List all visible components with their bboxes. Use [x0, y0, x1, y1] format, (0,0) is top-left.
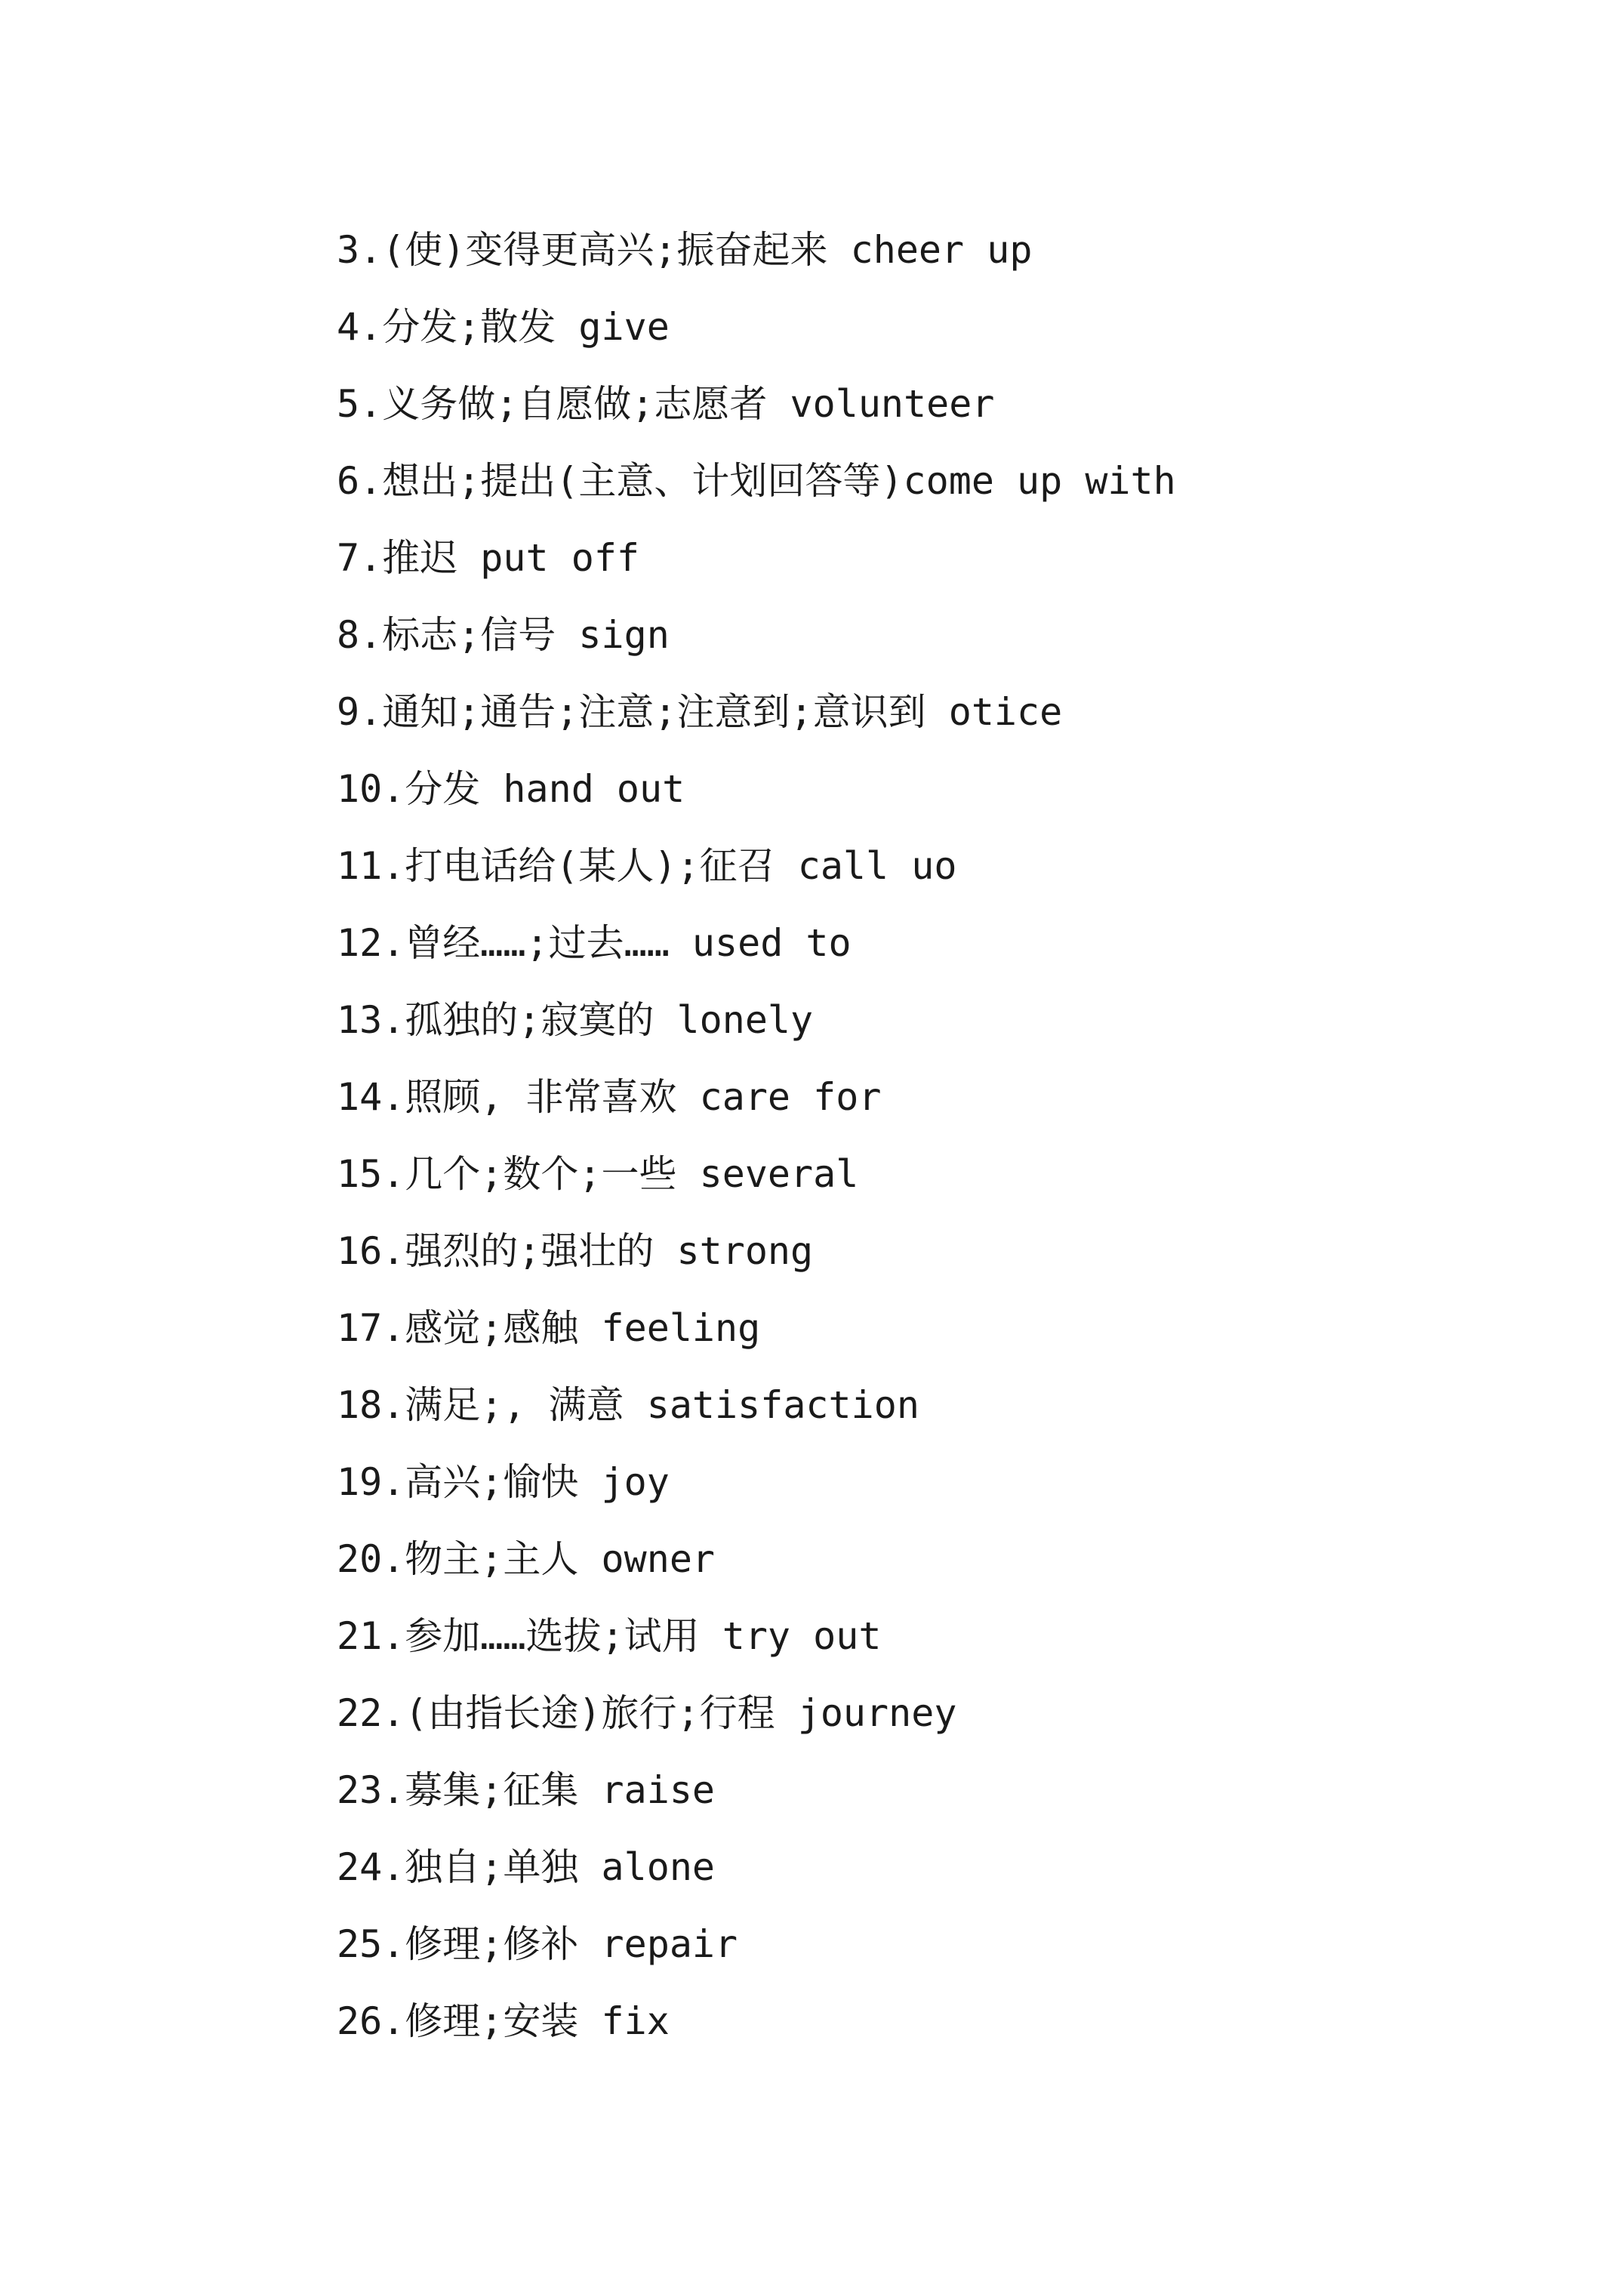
list-item: 19.高兴;愉快 joy — [337, 1460, 670, 1504]
list-item: 20.物主;主人 owner — [337, 1537, 716, 1581]
list-item: 14.照顾, 非常喜欢 care for — [337, 1075, 882, 1119]
list-item: 26.修理;安装 fix — [337, 1999, 670, 2043]
list-item: 17.感觉;感触 feeling — [337, 1306, 761, 1350]
list-item: 22.(由指长途)旅行;行程 journey — [337, 1691, 957, 1735]
list-item: 9.通知;通告;注意;注意到;意识到 otice — [337, 690, 1063, 734]
list-item: 24.独自;单独 alone — [337, 1845, 716, 1889]
list-item: 25.修理;修补 repair — [337, 1922, 738, 1966]
list-item: 7.推迟 put off — [337, 536, 640, 580]
list-item: 3.(使)变得更高兴;振奋起来 cheer up — [337, 228, 1033, 272]
list-item: 15.几个;数个;一些 several — [337, 1152, 859, 1196]
list-item: 23.募集;征集 raise — [337, 1768, 716, 1812]
list-item: 21.参加……选拔;试用 try out — [337, 1614, 882, 1658]
list-item: 13.孤独的;寂寞的 lonely — [337, 998, 814, 1042]
list-item: 8.标志;信号 sign — [337, 613, 670, 657]
list-item: 6.想出;提出(主意、计划回答等)come up with — [337, 459, 1176, 503]
list-item: 4.分发;散发 give — [337, 305, 670, 349]
list-item: 11.打电话给(某人);征召 call uo — [337, 844, 957, 888]
list-item: 16.强烈的;强壮的 strong — [337, 1229, 814, 1273]
list-item: 12.曾经……;过去…… used to — [337, 921, 852, 965]
list-item: 5.义务做;自愿做;志愿者 volunteer — [337, 382, 995, 426]
list-item: 18.满足;, 满意 satisfaction — [337, 1383, 919, 1427]
list-item: 10.分发 hand out — [337, 767, 685, 811]
vocabulary-list — [337, 211, 1176, 2060]
